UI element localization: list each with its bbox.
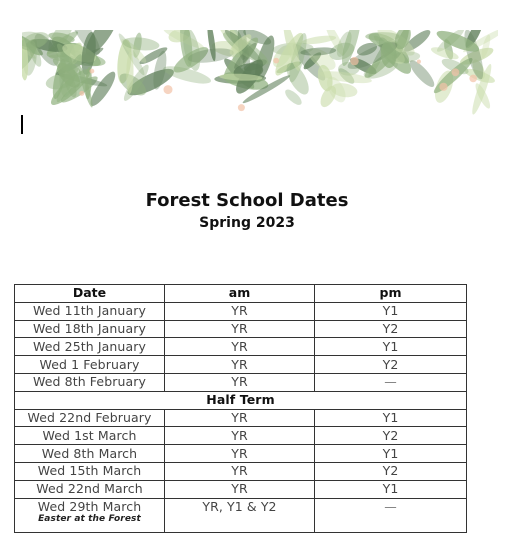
- pm-cell: —: [315, 373, 467, 391]
- am-cell: YR: [165, 427, 315, 445]
- date-cell: Wed 1 February: [15, 356, 165, 374]
- date-cell: Wed 22nd February: [15, 409, 165, 427]
- am-cell: YR: [165, 462, 315, 480]
- blossom-shape: [469, 75, 477, 83]
- header-am: am: [165, 285, 315, 303]
- table-row: [15, 338, 467, 356]
- blossom-shape: [90, 69, 95, 74]
- watercolor-leaves-banner: [22, 30, 498, 130]
- pm-cell: —: [315, 498, 467, 532]
- pm-cell: Y1: [315, 302, 467, 320]
- date-cell: Wed 25th January: [15, 338, 165, 356]
- date-cell: Wed 15th March: [15, 462, 165, 480]
- pm-cell: Y1: [315, 409, 467, 427]
- pm-cell: Y1: [315, 338, 467, 356]
- am-cell: YR: [165, 445, 315, 463]
- date-cell: Wed 8th February: [15, 373, 165, 391]
- pm-cell: Y2: [315, 320, 467, 338]
- am-cell: YR: [165, 338, 315, 356]
- pm-cell: Y2: [315, 427, 467, 445]
- pm-cell: Y2: [315, 462, 467, 480]
- blossom-shape: [350, 57, 358, 65]
- table-row: [15, 427, 467, 445]
- page-subtitle: Spring 2023: [199, 215, 295, 231]
- am-cell: YR: [165, 302, 315, 320]
- blossom-shape: [452, 68, 460, 76]
- blossom-shape: [273, 58, 279, 64]
- blossom-shape: [439, 83, 447, 91]
- am-cell: YR: [165, 409, 315, 427]
- half-term-label: Half Term: [15, 391, 467, 409]
- table-row: [15, 373, 467, 391]
- date-cell: Wed 18th January: [15, 320, 165, 338]
- am-cell: YR: [165, 320, 315, 338]
- date-cell: Wed 8th March: [15, 445, 165, 463]
- pm-cell: Y1: [315, 480, 467, 498]
- page-title: Forest School Dates: [145, 190, 349, 211]
- date-text: Wed 29th March: [37, 498, 142, 514]
- am-cell: YR: [165, 356, 315, 374]
- table-row: [15, 409, 467, 427]
- leaf-shape: [406, 57, 437, 90]
- blossom-shape: [417, 60, 421, 64]
- header-date: Date: [15, 285, 165, 303]
- text-cursor: [21, 115, 23, 134]
- table-row: [15, 445, 467, 463]
- date-cell: Wed 11th January: [15, 302, 165, 320]
- table-row: [15, 462, 467, 480]
- table-row: [15, 356, 467, 374]
- pm-cell: Y2: [315, 356, 467, 374]
- table-header-row: [15, 285, 467, 303]
- am-cell: YR: [165, 480, 315, 498]
- blossom-shape: [79, 91, 84, 96]
- event-note: Easter at the Forest: [38, 513, 141, 524]
- table-row: [15, 498, 467, 532]
- half-term-row: [15, 391, 467, 409]
- pm-cell: Y1: [315, 445, 467, 463]
- table-row: [15, 302, 467, 320]
- am-cell: YR: [165, 373, 315, 391]
- header-pm: pm: [315, 285, 467, 303]
- am-cell: YR, Y1 & Y2: [165, 498, 315, 532]
- table-row: [15, 320, 467, 338]
- leaves-illustration-icon: [22, 30, 498, 130]
- dates-table: [14, 284, 467, 533]
- table-row: [15, 480, 467, 498]
- date-cell: Wed 22nd March: [15, 480, 165, 498]
- date-cell: [15, 498, 165, 532]
- date-cell: Wed 1st March: [15, 427, 165, 445]
- blossom-shape: [164, 85, 173, 94]
- blossom-shape: [238, 104, 245, 111]
